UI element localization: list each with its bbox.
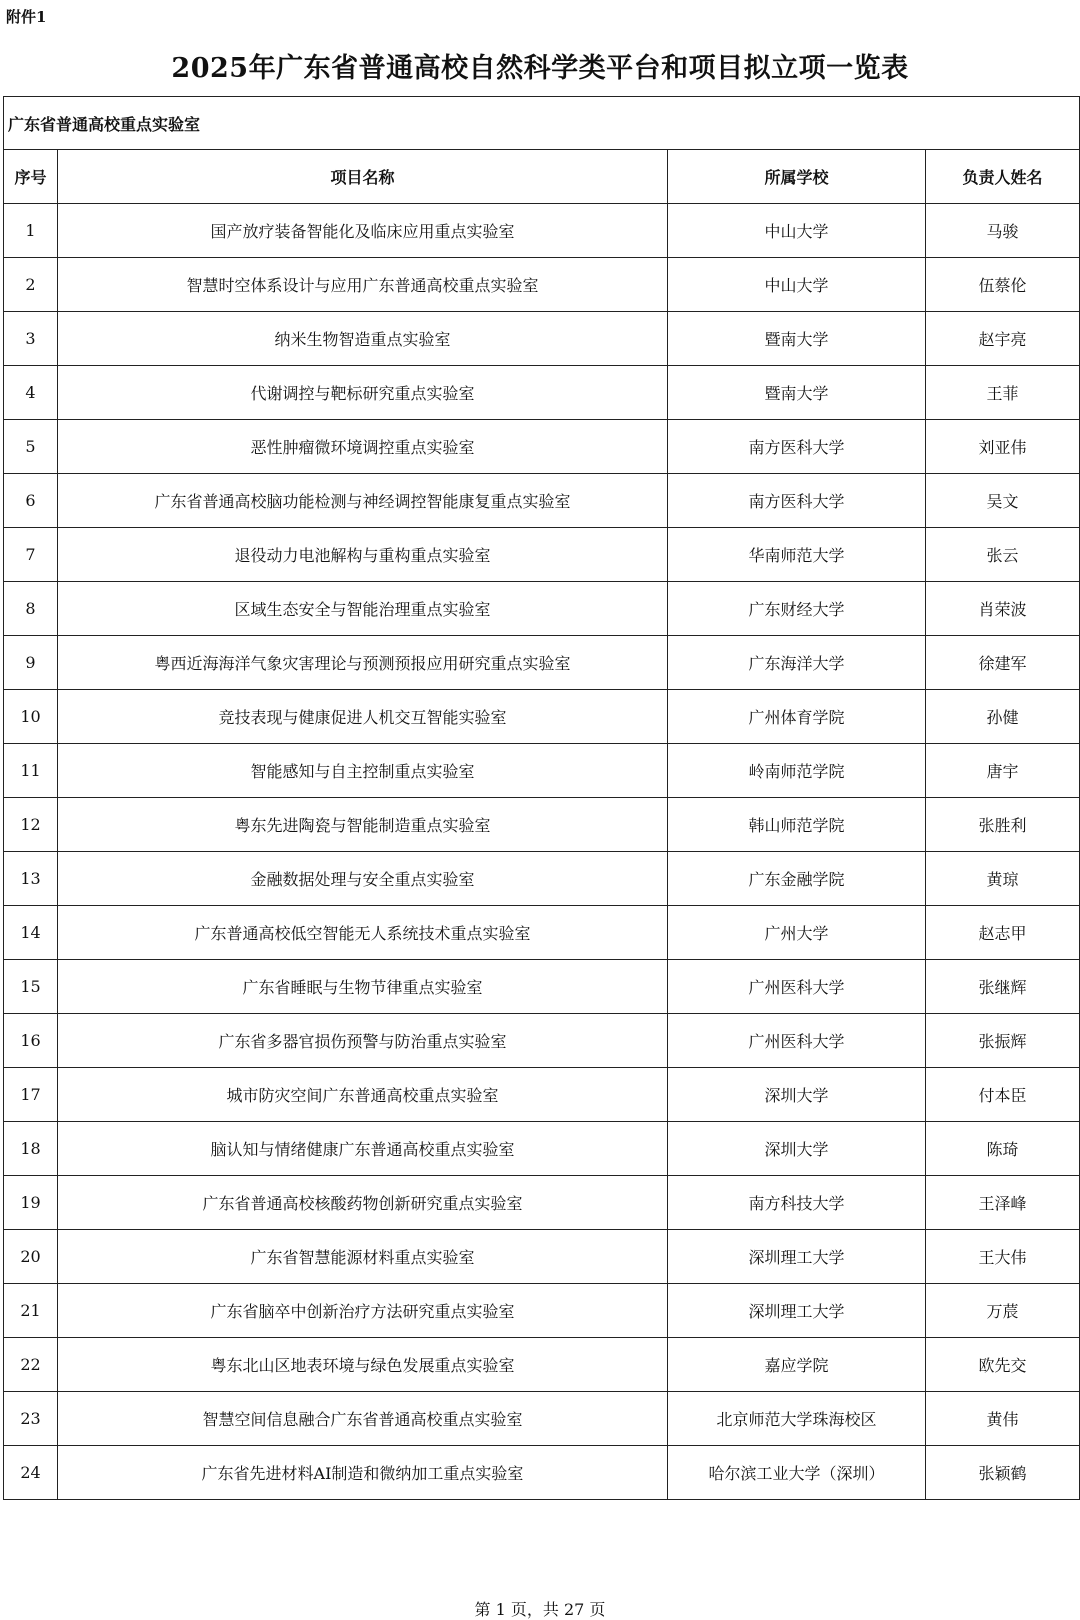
cell-person: 王菲	[926, 366, 1080, 420]
cell-person: 黄伟	[926, 1392, 1080, 1446]
cell-project-name: 广东省智慧能源材料重点实验室	[58, 1230, 668, 1284]
cell-no: 19	[4, 1176, 58, 1230]
table-row	[4, 636, 1080, 690]
cell-school: 深圳理工大学	[668, 1230, 926, 1284]
cell-person: 万莀	[926, 1284, 1080, 1338]
cell-person: 孙健	[926, 690, 1080, 744]
cell-project-name: 广东省睡眠与生物节律重点实验室	[58, 960, 668, 1014]
cell-person: 伍蔡伦	[926, 258, 1080, 312]
table-row	[4, 528, 1080, 582]
table-row	[4, 906, 1080, 960]
cell-project-name: 纳米生物智造重点实验室	[58, 312, 668, 366]
page-footer: 第 1 页，共 27 页	[474, 1600, 606, 1619]
cell-person: 刘亚伟	[926, 420, 1080, 474]
cell-school: 华南师范大学	[668, 528, 926, 582]
cell-person: 张云	[926, 528, 1080, 582]
table-header-row	[4, 150, 1080, 204]
cell-project-name: 区域生态安全与智能治理重点实验室	[58, 582, 668, 636]
cell-no: 12	[4, 798, 58, 852]
cell-project-name: 金融数据处理与安全重点实验室	[58, 852, 668, 906]
cell-project-name: 广东省多器官损伤预警与防治重点实验室	[58, 1014, 668, 1068]
table-row	[4, 744, 1080, 798]
cell-person: 赵志甲	[926, 906, 1080, 960]
cell-school: 南方医科大学	[668, 474, 926, 528]
cell-person: 欧先交	[926, 1338, 1080, 1392]
cell-project-name: 代谢调控与靶标研究重点实验室	[58, 366, 668, 420]
cell-school: 嘉应学院	[668, 1338, 926, 1392]
cell-project-name: 广东省普通高校核酸药物创新研究重点实验室	[58, 1176, 668, 1230]
cell-school: 北京师范大学珠海校区	[668, 1392, 926, 1446]
table-row	[4, 258, 1080, 312]
cell-person: 黄琼	[926, 852, 1080, 906]
page-title: 2025年广东省普通高校自然科学类平台和项目拟立项一览表	[171, 53, 909, 84]
column-header-school: 所属学校	[668, 150, 926, 204]
attachment-label: 附件1	[6, 8, 47, 26]
project-table	[3, 96, 1080, 1500]
cell-no: 24	[4, 1446, 58, 1500]
cell-project-name: 粤西近海海洋气象灾害理论与预测预报应用研究重点实验室	[58, 636, 668, 690]
cell-school: 暨南大学	[668, 366, 926, 420]
cell-person: 王大伟	[926, 1230, 1080, 1284]
cell-project-name: 脑认知与情绪健康广东普通高校重点实验室	[58, 1122, 668, 1176]
cell-project-name: 国产放疗装备智能化及临床应用重点实验室	[58, 204, 668, 258]
cell-project-name: 竞技表现与健康促进人机交互智能实验室	[58, 690, 668, 744]
cell-no: 11	[4, 744, 58, 798]
cell-no: 21	[4, 1284, 58, 1338]
cell-project-name: 智能感知与自主控制重点实验室	[58, 744, 668, 798]
cell-no: 22	[4, 1338, 58, 1392]
table-row	[4, 1446, 1080, 1500]
section-title: 广东省普通高校重点实验室	[4, 97, 1080, 150]
cell-project-name: 广东普通高校低空智能无人系统技术重点实验室	[58, 906, 668, 960]
cell-no: 7	[4, 528, 58, 582]
cell-project-name: 智慧空间信息融合广东省普通高校重点实验室	[58, 1392, 668, 1446]
table-row	[4, 798, 1080, 852]
cell-person: 唐宇	[926, 744, 1080, 798]
cell-person: 张振辉	[926, 1014, 1080, 1068]
cell-no: 4	[4, 366, 58, 420]
cell-no: 5	[4, 420, 58, 474]
cell-person: 陈琦	[926, 1122, 1080, 1176]
cell-no: 2	[4, 258, 58, 312]
table-row	[4, 960, 1080, 1014]
table-row	[4, 204, 1080, 258]
cell-person: 徐建军	[926, 636, 1080, 690]
table-row	[4, 312, 1080, 366]
table-row	[4, 1284, 1080, 1338]
cell-school: 广州医科大学	[668, 960, 926, 1014]
cell-no: 8	[4, 582, 58, 636]
project-table-container	[3, 96, 1079, 1500]
column-header-no: 序号	[4, 150, 58, 204]
cell-no: 10	[4, 690, 58, 744]
cell-project-name: 智慧时空体系设计与应用广东普通高校重点实验室	[58, 258, 668, 312]
cell-no: 20	[4, 1230, 58, 1284]
cell-person: 张继辉	[926, 960, 1080, 1014]
table-row	[4, 582, 1080, 636]
table-row	[4, 1014, 1080, 1068]
cell-school: 韩山师范学院	[668, 798, 926, 852]
table-row	[4, 474, 1080, 528]
table-row	[4, 1338, 1080, 1392]
cell-school: 中山大学	[668, 204, 926, 258]
cell-no: 18	[4, 1122, 58, 1176]
cell-no: 1	[4, 204, 58, 258]
cell-school: 广东财经大学	[668, 582, 926, 636]
cell-person: 吴文	[926, 474, 1080, 528]
cell-school: 南方科技大学	[668, 1176, 926, 1230]
cell-person: 肖荣波	[926, 582, 1080, 636]
cell-person: 张胜利	[926, 798, 1080, 852]
cell-no: 23	[4, 1392, 58, 1446]
table-row	[4, 1176, 1080, 1230]
cell-school: 中山大学	[668, 258, 926, 312]
cell-no: 15	[4, 960, 58, 1014]
cell-no: 6	[4, 474, 58, 528]
cell-school: 南方医科大学	[668, 420, 926, 474]
cell-school: 深圳大学	[668, 1068, 926, 1122]
cell-school: 哈尔滨工业大学（深圳）	[668, 1446, 926, 1500]
cell-school: 广州大学	[668, 906, 926, 960]
cell-project-name: 粤东北山区地表环境与绿色发展重点实验室	[58, 1338, 668, 1392]
table-row	[4, 420, 1080, 474]
cell-school: 广东海洋大学	[668, 636, 926, 690]
table-row	[4, 1068, 1080, 1122]
cell-no: 13	[4, 852, 58, 906]
cell-school: 广州体育学院	[668, 690, 926, 744]
section-row	[4, 97, 1080, 150]
cell-project-name: 恶性肿瘤微环境调控重点实验室	[58, 420, 668, 474]
cell-school: 深圳大学	[668, 1122, 926, 1176]
column-header-person: 负责人姓名	[926, 150, 1080, 204]
table-row	[4, 1122, 1080, 1176]
cell-no: 3	[4, 312, 58, 366]
table-row	[4, 1392, 1080, 1446]
cell-no: 17	[4, 1068, 58, 1122]
cell-project-name: 粤东先进陶瓷与智能制造重点实验室	[58, 798, 668, 852]
cell-no: 16	[4, 1014, 58, 1068]
cell-person: 王泽峰	[926, 1176, 1080, 1230]
column-header-name: 项目名称	[58, 150, 668, 204]
cell-project-name: 广东省脑卒中创新治疗方法研究重点实验室	[58, 1284, 668, 1338]
cell-no: 14	[4, 906, 58, 960]
cell-project-name: 广东省先进材料AI制造和微纳加工重点实验室	[58, 1446, 668, 1500]
cell-project-name: 退役动力电池解构与重构重点实验室	[58, 528, 668, 582]
cell-person: 马骏	[926, 204, 1080, 258]
cell-school: 广东金融学院	[668, 852, 926, 906]
cell-person: 付本臣	[926, 1068, 1080, 1122]
table-row	[4, 690, 1080, 744]
cell-project-name: 城市防灾空间广东普通高校重点实验室	[58, 1068, 668, 1122]
cell-school: 广州医科大学	[668, 1014, 926, 1068]
cell-person: 张颖鹤	[926, 1446, 1080, 1500]
table-row	[4, 366, 1080, 420]
cell-school: 暨南大学	[668, 312, 926, 366]
table-row	[4, 852, 1080, 906]
cell-no: 9	[4, 636, 58, 690]
cell-school: 深圳理工大学	[668, 1284, 926, 1338]
table-row	[4, 1230, 1080, 1284]
cell-person: 赵宇亮	[926, 312, 1080, 366]
cell-school: 岭南师范学院	[668, 744, 926, 798]
cell-project-name: 广东省普通高校脑功能检测与神经调控智能康复重点实验室	[58, 474, 668, 528]
